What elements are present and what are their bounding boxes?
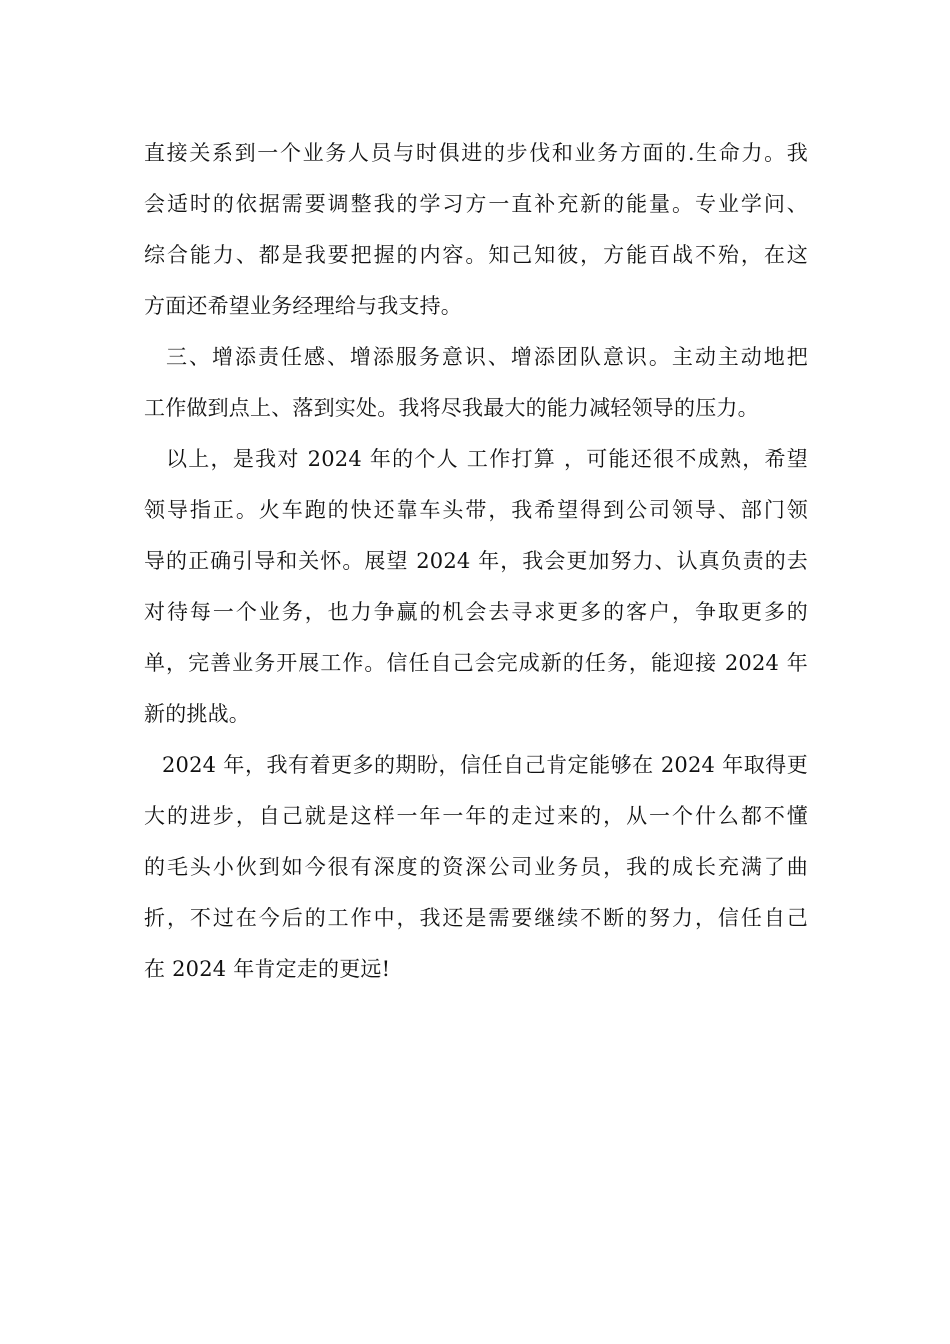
text-line: 在 2024 年肯定走的更远! [144,957,391,981]
text-line: 以上，是我对 2024 年的个人 工作打算 ，可能还很不成熟，希望 [166,447,808,471]
text-line: 三、增添责任感、增添服务意识、增添团队意识。主动主动地把 [166,345,808,369]
paragraph-3 [144,434,808,740]
text-line: 综合能力、都是我要把握的内容。知己知彼，方能百战不殆，在这 [144,243,808,267]
paragraph-1 [144,128,808,332]
paragraph-4 [144,740,808,995]
text-line: 新的挑战。 [144,702,250,726]
text-line: 工作做到点上、落到实处。我将尽我最大的能力减轻领导的压力。 [144,396,759,420]
text-line: 折，不过在今后的工作中，我还是需要继续不断的努力，信任自己 [144,906,808,930]
text-line: 的毛头小伙到如今很有深度的资深公司业务员，我的成长充满了曲 [144,855,808,879]
text-line: 会适时的依据需要调整我的学习方一直补充新的能量。专业学问、 [144,192,808,216]
document-body [144,128,808,995]
text-line: 直接关系到一个业务人员与时俱进的步伐和业务方面的.生命力。我 [144,141,808,165]
text-line: 大的进步，自己就是这样一年一年的走过来的，从一个什么都不懂 [144,804,808,828]
text-line: 领导指正。火车跑的快还靠车头带，我希望得到公司领导、部门领 [144,498,808,522]
text-line: 方面还希望业务经理给与我支持。 [144,294,462,318]
text-line: 2024 年，我有着更多的期盼，信任自己肯定能够在 2024 年取得更 [162,753,808,777]
paragraph-2 [144,332,808,434]
text-line: 对待每一个业务，也力争赢的机会去寻求更多的客户，争取更多的 [144,600,808,624]
text-line: 单，完善业务开展工作。信任自己会完成新的任务，能迎接 2024 年 [144,651,808,675]
text-line: 导的正确引导和关怀。展望 2024 年，我会更加努力、认真负责的去 [144,549,808,573]
